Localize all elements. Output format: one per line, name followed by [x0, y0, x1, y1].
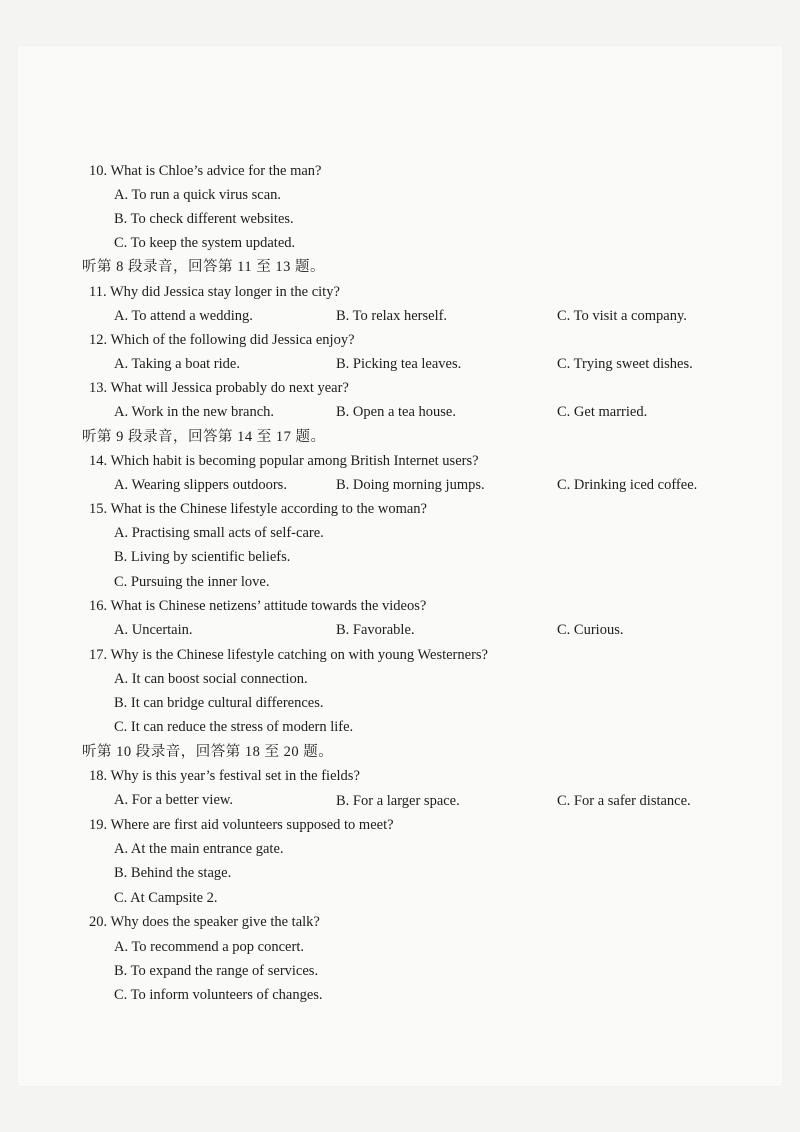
option-a: A. To recommend a pop concert. [114, 939, 304, 955]
option-a: A. Work in the new branch. [114, 404, 275, 420]
question-stem: 11. Why did Jessica stay longer in the city? [89, 284, 340, 300]
question-stem: 20. Why does the speaker give the talk? [89, 914, 320, 930]
question-stem: 17. Why is the Chinese lifestyle catching on with young Westerners? [89, 647, 488, 663]
option-b: B. It can bridge cultural differences. [114, 695, 324, 711]
option-b: B. To expand the range of services. [114, 963, 319, 979]
option-a: A. Practising small acts of self-care. [114, 525, 324, 541]
option-a: A. It can boost social connection. [114, 671, 308, 687]
option-a: A. At the main entrance gate. [114, 841, 284, 857]
question-stem: 10. What is Chloe’s advice for the man? [89, 163, 322, 179]
question-stem: 18. Why is this year’s festival set in the fields? [89, 768, 360, 784]
question-stem: 13. What will Jessica probably do next year? [89, 380, 349, 396]
option-c: C. Pursuing the inner love. [114, 574, 270, 590]
option-c: C. Drinking iced coffee. [557, 477, 698, 493]
question-stem: 14. Which habit is becoming popular among British Internet users? [89, 453, 479, 469]
question-stem: 16. What is Chinese netizens’ attitude towards the videos? [89, 598, 427, 614]
option-a: A. To run a quick virus scan. [114, 187, 282, 203]
option-c: C. Curious. [557, 622, 624, 638]
option-c: C. To inform volunteers of changes. [114, 987, 323, 1003]
question-stem: 15. What is the Chinese lifestyle according to the woman? [89, 501, 427, 517]
option-a: A. To attend a wedding. [114, 308, 253, 324]
option-c: C. For a safer distance. [557, 793, 691, 809]
question-stem: 19. Where are first aid volunteers supposed to meet? [89, 817, 394, 833]
option-a: A. Taking a boat ride. [114, 356, 240, 372]
option-b: B. Favorable. [336, 622, 415, 638]
option-b: B. To relax herself. [336, 308, 448, 324]
option-c: C. It can reduce the stress of modern life. [114, 719, 354, 735]
option-b: B. Living by scientific beliefs. [114, 549, 291, 565]
option-c: C. To keep the system updated. [114, 235, 296, 251]
section-heading: 听第 8 段录音，回答第 11 至 13 题。 [82, 259, 325, 275]
option-b: B. Behind the stage. [114, 865, 232, 881]
option-c: C. Get married. [557, 404, 648, 420]
option-b: B. Doing morning jumps. [336, 477, 485, 493]
option-a: A. Uncertain. [114, 622, 193, 638]
option-b: B. Picking tea leaves. [336, 356, 462, 372]
option-b: B. Open a tea house. [336, 404, 456, 420]
option-b: B. To check different websites. [114, 211, 294, 227]
option-c: C. Trying sweet dishes. [557, 356, 693, 372]
section-heading: 听第 9 段录音，回答第 14 至 17 题。 [82, 429, 326, 445]
option-a: A. For a better view. [114, 792, 234, 808]
option-a: A. Wearing slippers outdoors. [114, 477, 287, 493]
option-c: C. To visit a company. [557, 308, 687, 324]
section-heading: 听第 10 段录音，回答第 18 至 20 题。 [82, 744, 334, 760]
option-b: B. For a larger space. [336, 793, 460, 809]
option-c: C. At Campsite 2. [114, 890, 218, 906]
question-stem: 12. Which of the following did Jessica enjoy? [89, 332, 355, 348]
